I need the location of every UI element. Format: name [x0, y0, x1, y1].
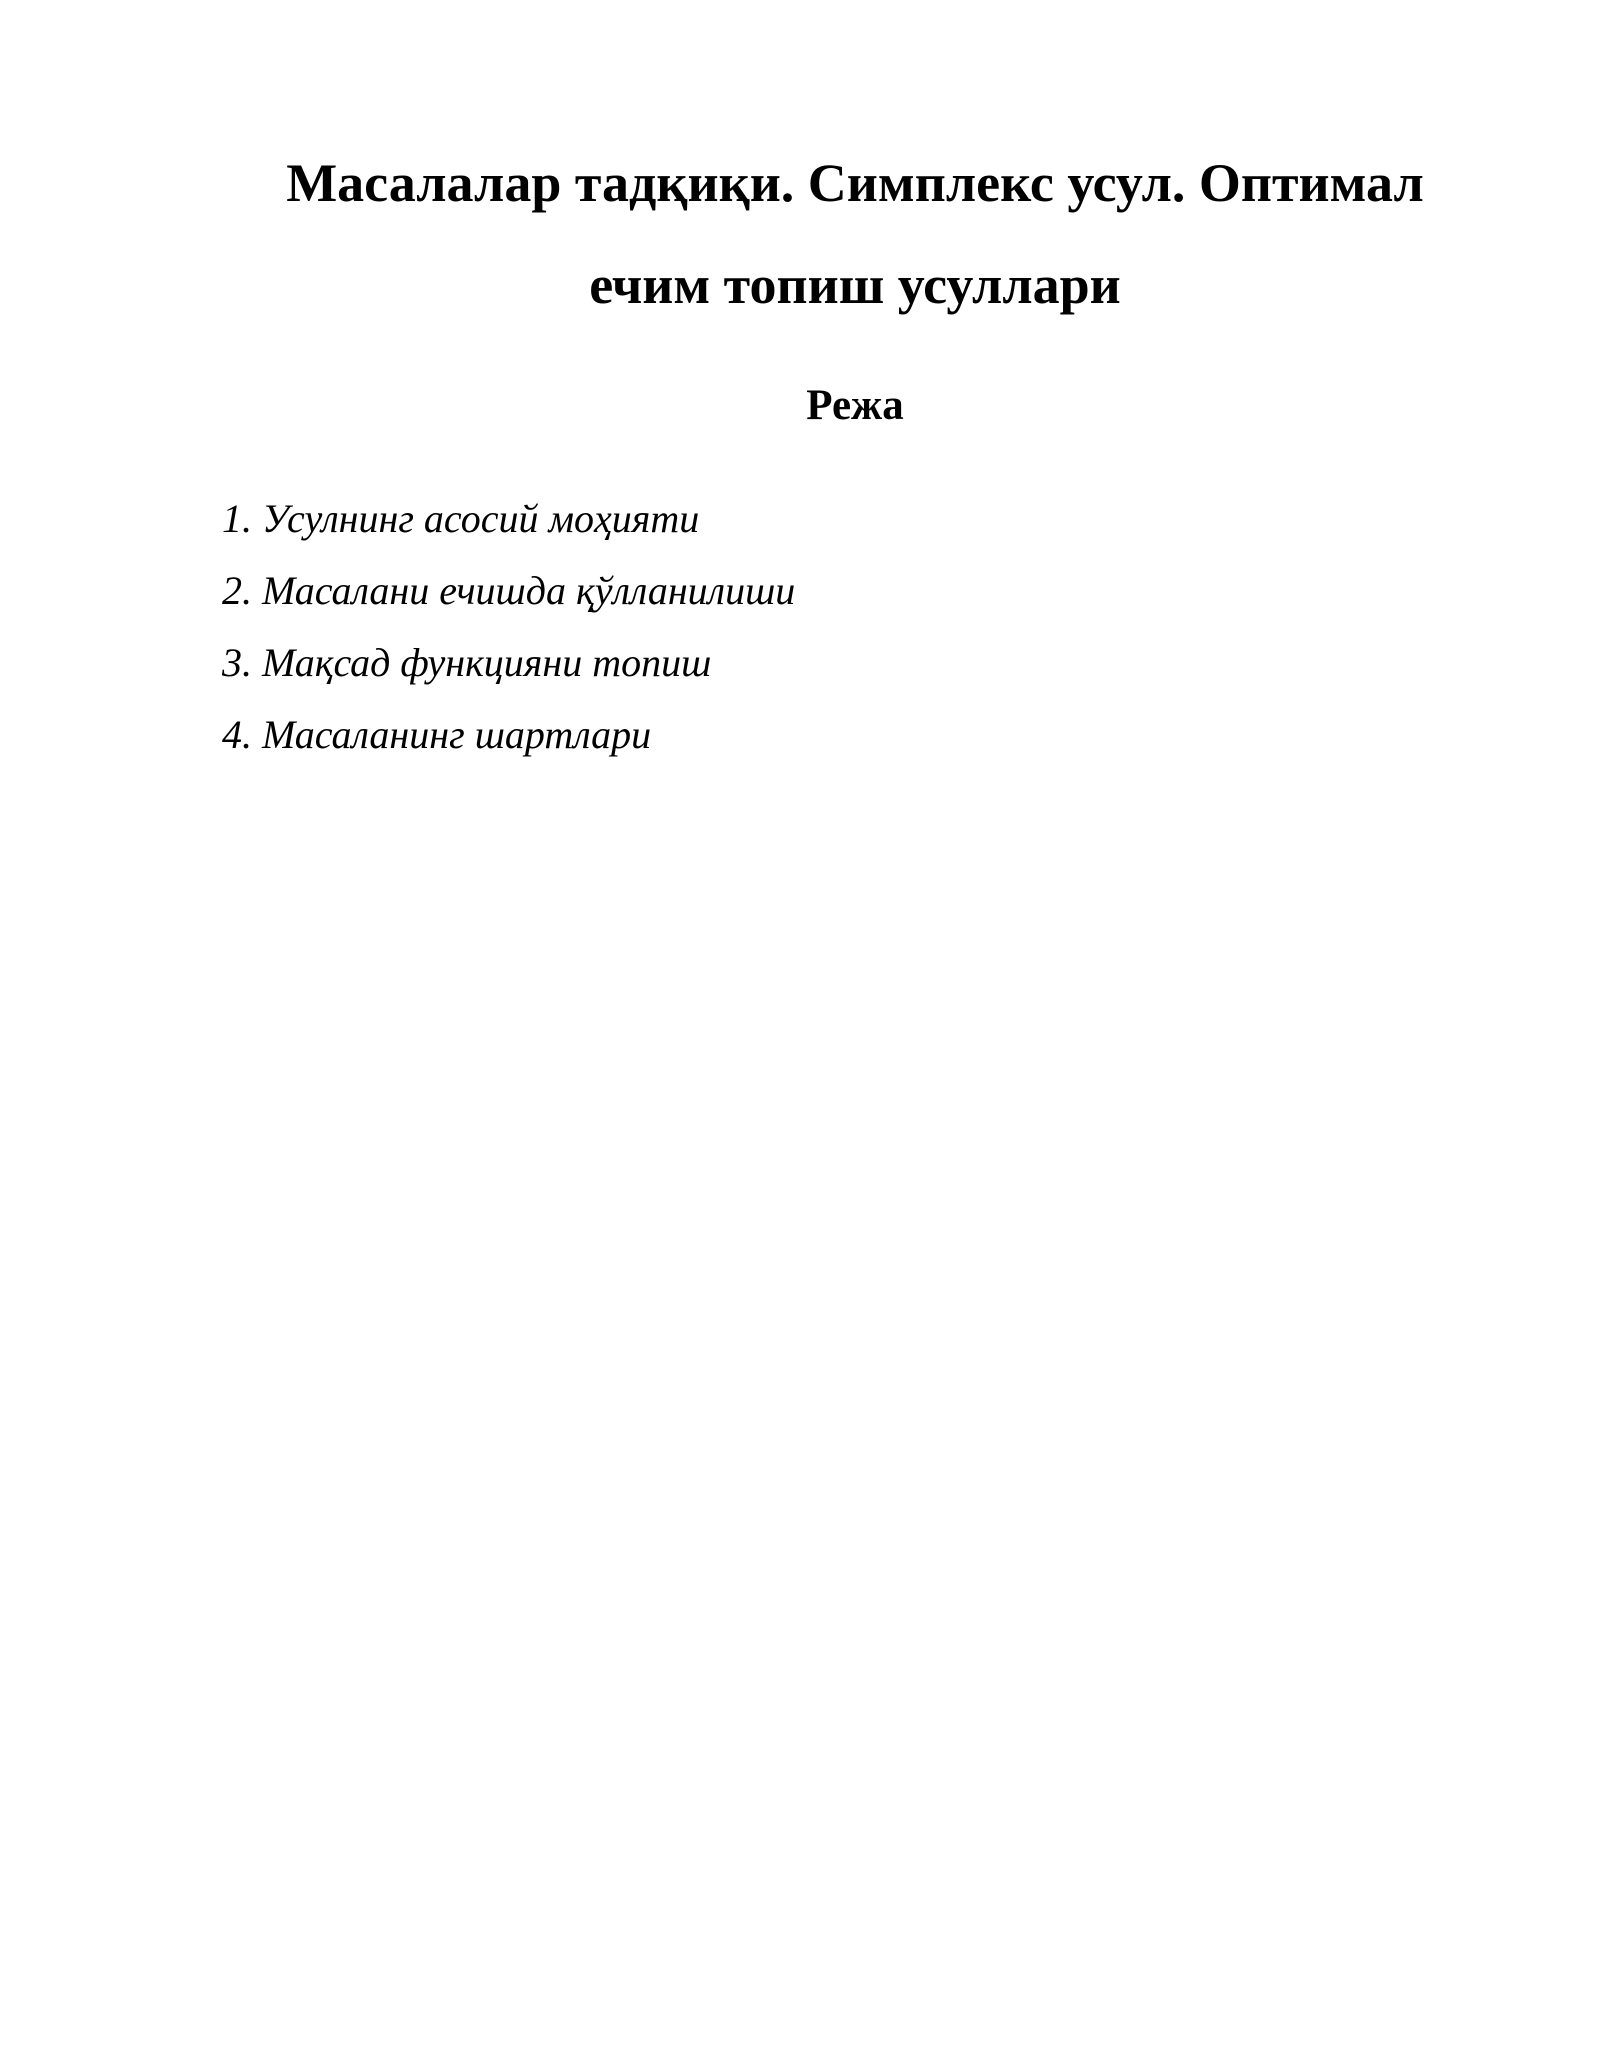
plan-item: 2. Масалани ечишда қўлланилиши: [222, 568, 796, 613]
plan-item: 4. Масаланинг шартлари: [222, 712, 652, 757]
plan-item: 1. Усулнинг асосий моҳияти: [222, 496, 700, 541]
plan-heading: Режа: [806, 382, 904, 429]
title-line-1: Масалалар тадқиқи. Симплекс усул. Оптимал: [286, 153, 1424, 213]
document-title: [210, 132, 1500, 336]
plan-list: [222, 483, 795, 771]
plan-item: 3. Мақсад функцияни топиш: [222, 640, 712, 685]
title-line-2: ечим топиш усуллари: [589, 255, 1121, 315]
